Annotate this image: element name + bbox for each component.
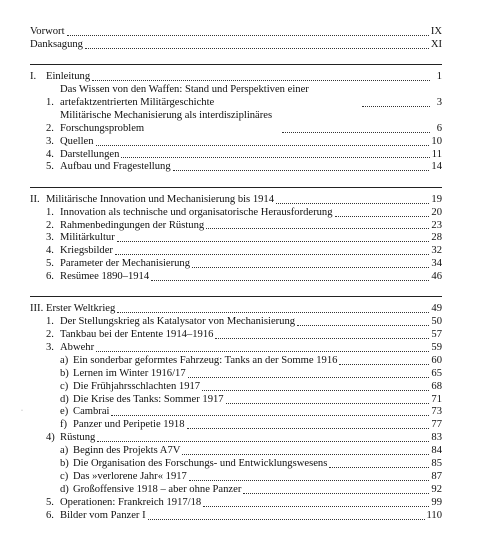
entry-label: Cambrai [73, 406, 110, 418]
entry-label: Erster Weltkrieg [46, 303, 116, 315]
entry-number: 3. [46, 232, 54, 244]
toc-entry-3-3-d[interactable] [30, 394, 442, 407]
entry-label: Großoffensive 1918 – aber ohne Panzer [73, 483, 242, 495]
entry-number: 1. [46, 96, 54, 108]
entry-number: a) [60, 445, 69, 457]
dot-leader [189, 480, 430, 481]
toc-entry-3-4-b[interactable] [30, 458, 442, 471]
entry-page: 92 [431, 483, 442, 495]
entry-number: 1. [46, 206, 54, 218]
dot-leader [92, 80, 430, 81]
entry-number: 6. [46, 509, 54, 521]
dot-leader [335, 216, 430, 217]
entry-label: Quellen [60, 135, 94, 147]
toc-entry-3-3[interactable] [30, 342, 442, 355]
spacer [30, 52, 442, 64]
entry-page: 3 [436, 96, 442, 108]
entry-label: Bilder vom Panzer I [60, 509, 146, 521]
entry-page: 73 [431, 406, 442, 418]
dot-leader [329, 467, 429, 468]
entry-label: Tankbau bei der Entente 1914–1916 [60, 329, 214, 341]
entry-number: 2. [46, 219, 54, 231]
entry-label: Kriegsbilder [60, 245, 113, 257]
toc-entry-2-3[interactable] [30, 232, 442, 245]
dot-leader [206, 228, 429, 229]
entry-page: 99 [431, 496, 442, 508]
entry-label: Aufbau und Fragestellung [60, 161, 171, 173]
entry-page: 34 [431, 258, 442, 270]
entry-label: Die Krise des Tanks: Sommer 1917 [73, 393, 224, 405]
entry-label: Militärische Innovation und Mechanisierung bis 1914 [46, 193, 275, 205]
dot-leader [187, 428, 430, 429]
entry-page: 59 [431, 342, 442, 354]
toc-entry-3-1[interactable] [30, 316, 442, 329]
entry-label: Einleitung [46, 71, 91, 83]
toc-entry-3-3-c[interactable] [30, 381, 442, 394]
entry-page: 32 [431, 245, 442, 257]
dot-leader [96, 351, 429, 352]
dot-leader [215, 338, 429, 339]
entry-page: 85 [431, 458, 442, 470]
dot-leader [297, 325, 429, 326]
chapter-number: III. [30, 303, 44, 315]
entry-page: 68 [431, 380, 442, 392]
dot-leader [173, 170, 430, 171]
spacer [30, 284, 442, 296]
entry-label: Militärkultur [60, 232, 115, 244]
toc-entry-2-2[interactable] [30, 220, 442, 233]
dot-leader [362, 106, 430, 107]
toc-entry-3-3-a[interactable] [30, 355, 442, 368]
entry-page: 1 [436, 71, 442, 83]
dot-leader [115, 254, 429, 255]
toc-entry-3-3-e[interactable] [30, 407, 442, 420]
toc-entry-3-4-d[interactable] [30, 484, 442, 497]
entry-page: 71 [431, 393, 442, 405]
toc-entry-vorwort[interactable] [30, 26, 442, 39]
toc-chapter-2[interactable] [30, 194, 442, 207]
entry-label: Rahmenbedingungen der Rüstung [60, 219, 205, 231]
entry-label: Resümee 1890–1914 [60, 271, 150, 283]
toc-entry-1-4[interactable] [30, 149, 442, 162]
entry-number: 1. [46, 316, 54, 328]
dot-leader [276, 203, 429, 204]
entry-page: 50 [431, 316, 442, 328]
entry-label: Lernen im Winter 1916/17 [73, 367, 186, 379]
entry-page: 10 [431, 135, 442, 147]
entry-page: 11 [431, 148, 442, 160]
toc-chapter-3[interactable] [30, 303, 442, 316]
entry-number: a) [60, 354, 69, 366]
entry-page: 65 [431, 367, 442, 379]
entry-label: Militärische Mechanisierung als interdisziplinäres Forschungsproblem [60, 109, 273, 134]
toc-entry-2-5[interactable] [30, 258, 442, 271]
entry-label: Das »verlorene Jahr« 1917 [73, 470, 187, 482]
entry-number: 2. [46, 122, 54, 134]
entry-number: 5. [46, 258, 54, 270]
toc-chapter-1[interactable] [30, 71, 442, 84]
toc-entry-1-3[interactable] [30, 136, 442, 149]
entry-label: Das Wissen von den Waffen: Stand und Perspektiven einer artefaktzentrierten Militärgeschichte [60, 84, 309, 108]
entry-label: Operationen: Frankreich 1917/18 [60, 496, 202, 508]
entry-page: 6 [436, 122, 442, 134]
scan-speck: · [21, 408, 23, 414]
toc-entry-3-4-c[interactable] [30, 471, 442, 484]
entry-label: Die Organisation des Forschungs- und Entwicklungswesens [73, 458, 328, 470]
toc-entry-3-6[interactable] [30, 510, 442, 523]
entry-page: 19 [431, 193, 442, 205]
entry-label: Vorwort [30, 25, 65, 37]
entry-label: Die Frühjahrsschlachten 1917 [73, 380, 201, 392]
toc-entry-3-3-b[interactable] [30, 368, 442, 381]
entry-page: 60 [431, 354, 442, 366]
entry-page: 77 [431, 419, 442, 431]
entry-page: XI [430, 38, 442, 50]
dot-leader [339, 364, 429, 365]
dot-leader [226, 403, 430, 404]
entry-number: b) [60, 367, 69, 379]
toc-entry-3-5[interactable] [30, 497, 442, 510]
toc-entry-3-4-a[interactable] [30, 445, 442, 458]
dot-leader [96, 145, 430, 146]
entry-number: 4) [46, 432, 55, 444]
dot-leader [202, 390, 429, 391]
toc-entry-1-1[interactable] [30, 84, 442, 110]
entry-number: f) [60, 419, 68, 431]
dot-leader [67, 35, 429, 36]
entry-page: 14 [431, 161, 442, 173]
toc-entry-3-3-f[interactable] [30, 419, 442, 432]
entry-label: Darstellungen [60, 148, 120, 160]
entry-label: Danksagung [30, 38, 83, 50]
toc-entry-1-2[interactable] [30, 110, 442, 136]
chapter-number: II. [30, 193, 40, 205]
entry-page: 87 [431, 470, 442, 482]
entry-page: 84 [431, 445, 442, 457]
dot-leader [111, 415, 429, 416]
entry-number: 6. [46, 271, 54, 283]
entry-label: Rüstung [60, 432, 96, 444]
entry-page: 49 [431, 303, 442, 315]
toc-entry-2-6[interactable] [30, 271, 442, 284]
entry-number: 3. [46, 342, 54, 354]
entry-page: 83 [431, 432, 442, 444]
entry-number: 5. [46, 161, 54, 173]
entry-page: 28 [431, 232, 442, 244]
entry-label: Panzer und Peripetie 1918 [73, 419, 185, 431]
dot-leader [117, 312, 429, 313]
dot-leader [188, 377, 430, 378]
entry-number: 4. [46, 245, 54, 257]
dot-leader [243, 493, 429, 494]
dot-leader [148, 519, 425, 520]
entry-label: Der Stellungskrieg als Katalysator von Mechanisierung [60, 316, 296, 328]
entry-number: 2. [46, 329, 54, 341]
dot-leader [182, 454, 429, 455]
toc-entry-2-1[interactable] [30, 207, 442, 220]
entry-label: Beginn des Projekts A7V [73, 445, 181, 457]
entry-number: c) [60, 470, 69, 482]
entry-number: d) [60, 483, 69, 495]
dot-leader [203, 506, 429, 507]
entry-label: Abwehr [60, 342, 95, 354]
dot-leader [151, 280, 429, 281]
entry-page: IX [430, 25, 442, 37]
entry-number: e) [60, 406, 69, 418]
entry-page: 110 [426, 509, 442, 521]
table-of-contents [30, 26, 442, 523]
dot-leader [85, 48, 429, 49]
entry-number: 5. [46, 496, 54, 508]
entry-number: c) [60, 380, 69, 392]
toc-entry-3-4[interactable] [30, 432, 442, 445]
entry-number: d) [60, 393, 69, 405]
entry-label: Parameter der Mechanisierung [60, 258, 191, 270]
dot-leader [97, 441, 429, 442]
entry-number: b) [60, 458, 69, 470]
toc-entry-1-5[interactable] [30, 161, 442, 174]
entry-label: Innovation als technische und organisatorische Herausforderung [60, 206, 333, 218]
dot-leader [121, 157, 429, 158]
toc-entry-2-4[interactable] [30, 245, 442, 258]
toc-entry-danksagung[interactable] [30, 39, 442, 52]
dot-leader [192, 267, 429, 268]
entry-page: 23 [431, 219, 442, 231]
dot-leader [117, 241, 430, 242]
toc-entry-3-2[interactable] [30, 329, 442, 342]
entry-number: 3. [46, 135, 54, 147]
spacer [30, 174, 442, 186]
dot-leader [282, 132, 430, 133]
entry-label: Ein sonderbar geformtes Fahrzeug: Tanks an der Somme 1916 [73, 354, 338, 366]
entry-page: 46 [431, 271, 442, 283]
entry-number: 4. [46, 148, 54, 160]
chapter-number: I. [30, 71, 37, 83]
entry-page: 20 [431, 206, 442, 218]
entry-page: 57 [431, 329, 442, 341]
